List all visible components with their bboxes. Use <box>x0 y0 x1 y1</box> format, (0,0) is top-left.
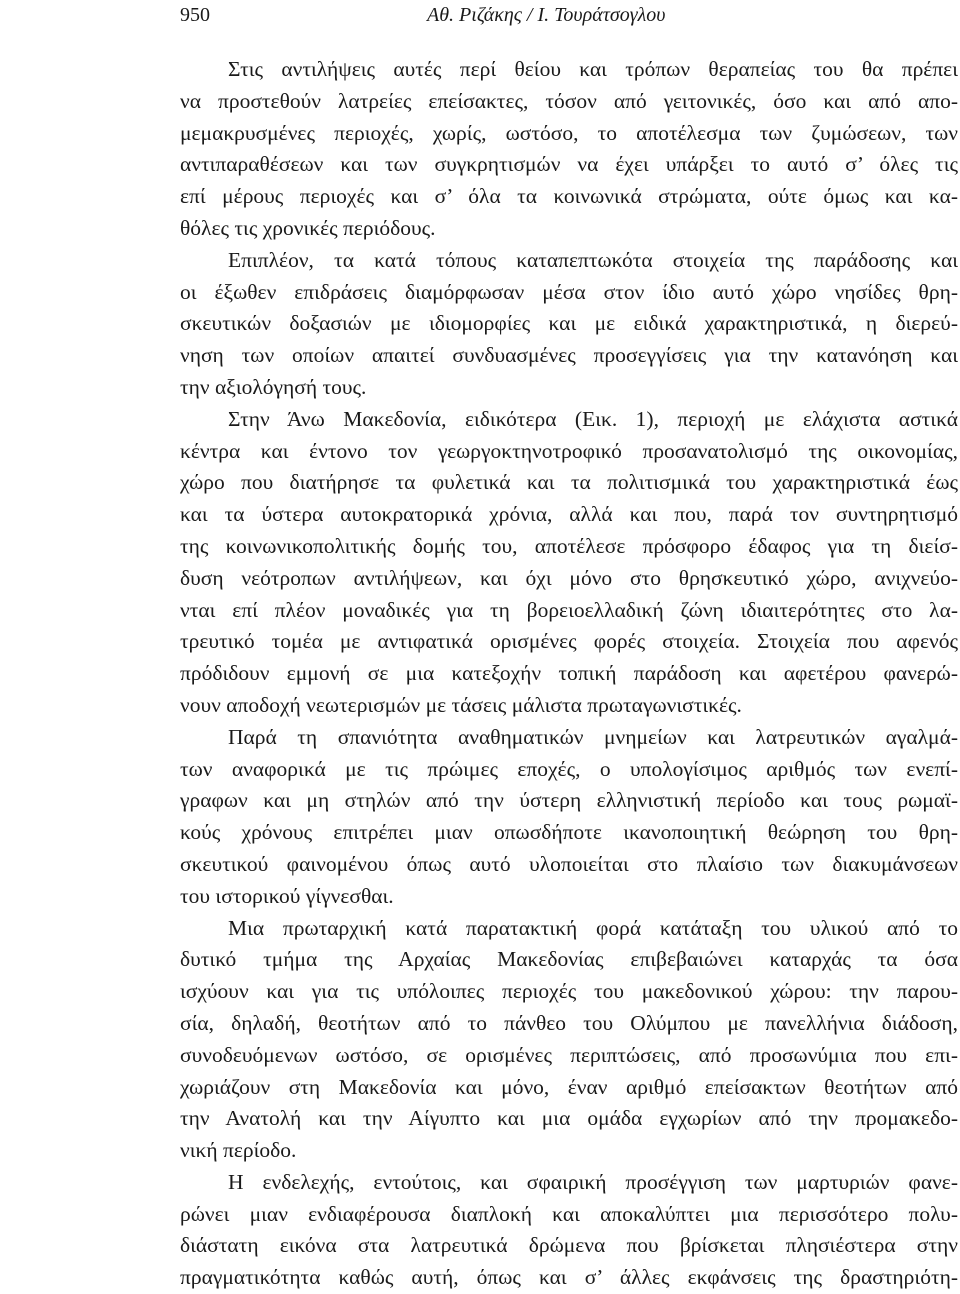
text-line: ισχύουν και για τις υπόλοιπες περιοχές του μακεδονικού χώρου: την παρου- <box>180 979 958 1004</box>
text-line: συνοδευόμενων ωστόσο, σε ορισμένες περιπτώσεις, από προσωνύμια που επι- <box>180 1042 958 1067</box>
text-line: την αξιολόγησή τους. <box>180 374 367 399</box>
text-line: Παρά τη σπανιότητα αναθηματικών μνημείων και λατρευτικών αγαλμά- <box>228 724 958 749</box>
running-head: Αθ. Ριζάκης / Ι. Τουράτσογλου <box>427 4 666 26</box>
text-line: χωριάζουν στη Μακεδονία και μόνο, έναν αριθμό επείσακτων θεοτήτων από <box>180 1074 958 1099</box>
text-line: κούς χρόνους επιτρέπει μιαν οπωσδήποτε ικανοποιητική θεώρηση του θρη- <box>180 820 958 845</box>
text-line: την Ανατολή και την Αίγυπτο και μια ομάδα εγχωρίων από την προμακεδο- <box>180 1106 958 1131</box>
text-line: σκευτικού φαινομένου όπως αυτό υλοποιείται στο πλαίσιο των διακυμάνσεων <box>180 851 958 876</box>
page-header <box>180 2 960 28</box>
paragraph <box>180 913 958 1167</box>
text-line: σκευτικών δοξασιών με ιδιομορφίες και με ειδικά χαρακτηριστικά, η διερεύ- <box>180 311 958 336</box>
text-line: να προστεθούν λατρείες επείσακτες, τόσον από γειτονικές, όσο και από απο- <box>180 88 958 113</box>
text-line: πρόδιδουν εμμονή σε μια κατεξοχήν τοπική παράδοση και αφετέρου φανερώ- <box>180 661 958 686</box>
paragraph <box>180 54 958 245</box>
text-line: Μια πρωταρχική κατά παρατακτική φορά κατάταξη του υλικού από το <box>228 915 958 940</box>
paragraph <box>180 722 958 913</box>
paragraph <box>180 404 958 722</box>
paragraph <box>180 245 958 404</box>
text-line: νηση των οποίων απαιτεί συνδυασμένες προσεγγίσεις για την κατανόηση και <box>180 343 958 368</box>
text-line: της κοινωνικοπολιτικής δομής του, αποτέλεσε πρόσφορο έδαφος για τη διείσ- <box>180 533 958 558</box>
text-line: ρώνει μιαν ενδιαφέρουσα διαπλοκή και αποκαλύπτει μια περισσότερο πολυ- <box>180 1201 958 1226</box>
text-line: Η ενδελεχής, εντούτοις, και σφαιρική προσέγγιση των μαρτυριών φανε- <box>228 1169 958 1194</box>
text-line: πραγματικότητα καθώς αυτή, όπως και σ’ άλλες εκφάνσεις της δραστηριότη- <box>180 1265 958 1290</box>
text-line: δυση νεότροπων αντιλήψεων, και όχι μόνο στο θρησκευτικό χώρο, ανιχνεύο- <box>180 565 958 590</box>
text-line: κέντρα και έντονο τον γεωργοκτηνοτροφικό προσανατολισμό της οικονομίας, <box>180 438 958 463</box>
text-line: του ιστορικού γίγνεσθαι. <box>180 883 394 908</box>
page-number: 950 <box>180 4 210 26</box>
text-line: χώρο που διατήρησε τα φυλετικά και τα πολιτισμικά του χαρακτηριστικά έως <box>180 470 958 495</box>
text-line: νική περίοδο. <box>180 1138 297 1163</box>
text-line: γραφων και μη στηλών από την ύστερη ελληνιστική περίοδο και τους ρωμαϊ- <box>180 788 958 813</box>
text-line: Επιπλέον, τα κατά τόπους καταπεπτωκότα στοιχεία της παράδοσης και <box>228 247 958 272</box>
paragraph <box>180 1167 958 1294</box>
text-line: διάστατη εικόνα στα λατρευτικά δρώμενα που βρίσκεται πλησιέστερα στην <box>180 1233 958 1258</box>
body-text <box>180 54 958 1294</box>
text-line: μεμακρυσμένες περιοχές, χωρίς, ωστόσο, το αποτέλεσμα των ζυμώσεων, των <box>180 120 958 145</box>
text-line: τρευτικό τομέα με αντιφατικά ορισμένες φορές στοιχεία. Στοιχεία που αφενός <box>180 629 958 654</box>
text-line: και τα ύστερα αυτοκρατορικά χρόνια, αλλά και που, παρά τον συντηρητισμό <box>180 502 958 527</box>
text-line: θόλες τις χρονικές περιόδους. <box>180 215 436 240</box>
text-line: Στην Άνω Μακεδονία, ειδικότερα (Εικ. 1), περιοχή με ελάχιστα αστικά <box>228 406 958 431</box>
text-line: επί μέρους περιοχές και σ’ όλα τα κοινωνικά στρώματα, ούτε όμως και κα- <box>180 184 958 209</box>
text-line: νται επί πλέον μοναδικές για τη βορειοελλαδική ζώνη ιδιαιτερότητες στο λα- <box>180 597 958 622</box>
text-line: σία, δηλαδή, θεοτήτων από το πάνθεο του Ολύμπου με πανελλήνια διάδοση, <box>180 1010 958 1035</box>
text-line: αντιπαραθέσεων και των συγκρητισμών να έχει υπάρξει το αυτό σ’ όλες τις <box>180 152 958 177</box>
text-line: των αναφορικά με τις πρώιμες εποχές, ο υπολογίσιμος αριθμός των ενεπί- <box>180 756 958 781</box>
text-line: οι έξωθεν επιδράσεις διαμόρφωσαν μέσα στον ίδιο αυτό χώρο νησίδες θρη- <box>180 279 958 304</box>
text-line: δυτικό τμήμα της Αρχαίας Μακεδονίας επιβεβαιώνει καταρχάς τα όσα <box>180 947 958 972</box>
text-line: νουν αποδοχή νεωτερισμών με τάσεις μάλιστα πρωταγωνιστικές. <box>180 692 742 717</box>
text-line: Στις αντιλήψεις αυτές περί θείου και τρόπων θεραπείας του θα πρέπει <box>228 57 958 81</box>
